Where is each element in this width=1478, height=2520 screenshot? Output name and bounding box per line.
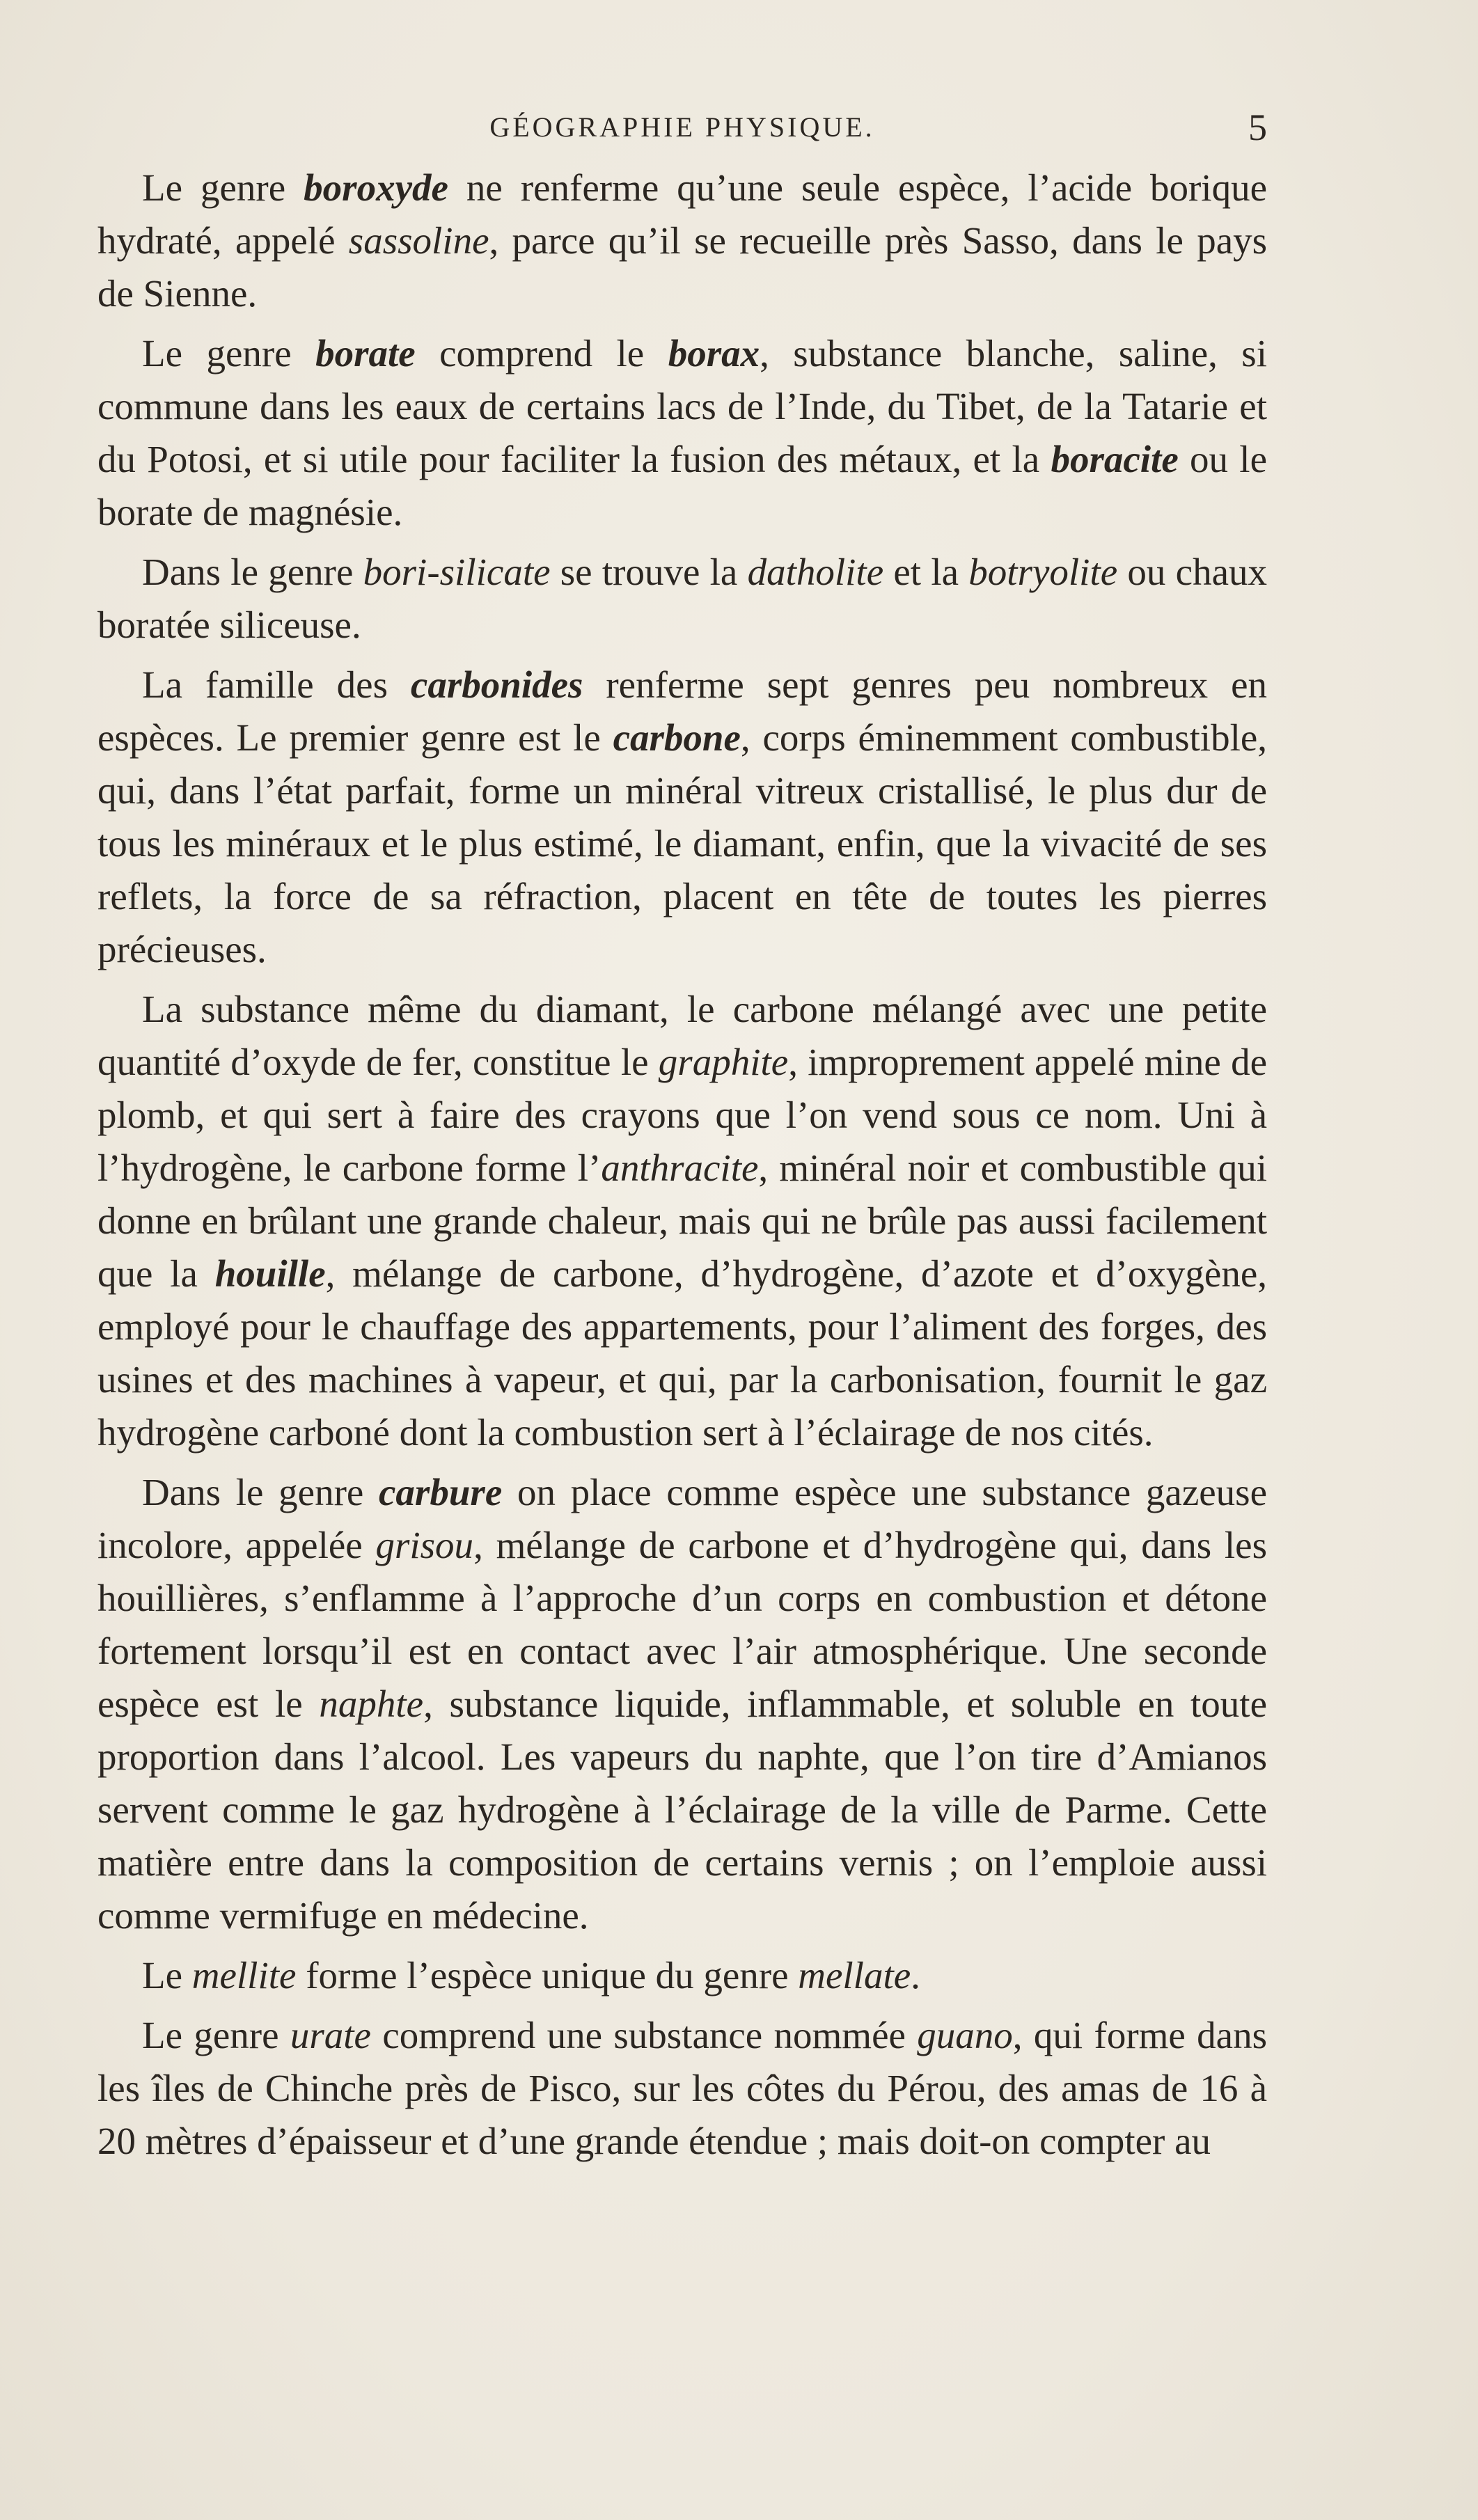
- body-text: [97, 162, 1267, 2175]
- term-emphasis: carbure: [379, 1471, 503, 1513]
- paragraph: [97, 659, 1267, 976]
- text-run: Le: [142, 1954, 192, 1997]
- term-emphasis: datholite: [747, 551, 884, 593]
- text-run: on place comme espèce une substance gazeuse incolore, appelée: [97, 1471, 1267, 1566]
- term-emphasis: naphte: [319, 1683, 424, 1725]
- term-emphasis: carbone: [613, 716, 741, 759]
- text-run: Le genre: [142, 166, 304, 209]
- term-emphasis: carbonides: [410, 663, 583, 706]
- text-run: , mélange de carbone et d’hydrogène qui, dans les houillières, s’enflamme à l’approche d’un corps en combustion et détone fortement lorsqu’il est en contact avec l’air atmosphérique. Une seconde espèce est le: [97, 1524, 1267, 1725]
- term-emphasis: boracite: [1051, 438, 1179, 480]
- paragraph: [97, 2009, 1267, 2168]
- text-run: ou le borate de magnésie.: [97, 438, 1267, 533]
- term-emphasis: graphite: [658, 1041, 789, 1083]
- term-emphasis: anthracite: [601, 1147, 759, 1189]
- text-run: , mélange de carbone, d’hydrogène, d’azote et d’oxygène, employé pour le chauffage des appartements, pour l’aliment des forges, des usines et des machines à vapeur, et qui, par la carbonisation, fournit le gaz hydrogène carboné dont la combustion sert à l’éclairage de nos cités.: [97, 1252, 1268, 1454]
- text-run: comprend une substance nommée: [370, 2014, 918, 2056]
- text-run: , qui forme dans les îles de Chinche près de Pisco, sur les côtes du Pérou, des amas de 16 à 20 mètres d’épaisseur et d’une grande étendue ; mais doit-on compter au: [97, 2014, 1267, 2162]
- term-emphasis: bori-silicate: [363, 551, 551, 593]
- text-run: , substance liquide, inflammable, et soluble en toute proportion dans l’alcool. Les vapeurs du naphte, que l’on tire d’Amianos servent comme le gaz hydrogène à l’éclairage de la ville de Parme. Cette matière entre dans la composition de certains vernis ; on l’emploie aussi comme vermifuge en médecine.: [97, 1683, 1267, 1937]
- text-run: , substance blanche, saline, si commune dans les eaux de certains lacs de l’Inde, du Tibet, de la Tatarie et du Potosi, et si utile pour faciliter la fusion des métaux, et la: [97, 332, 1267, 480]
- text-run: , corps éminemment combustible, qui, dans l’état parfait, forme un minéral vitreux cristallisé, le plus dur de tous les minéraux et le plus estimé, le diamant, enfin, que la vivacité de ses reflets, la force de sa réfraction, placent en tête de toutes les pierres précieuses.: [97, 716, 1268, 970]
- running-header: [97, 103, 1267, 152]
- text-run: La famille des: [142, 663, 411, 706]
- text-run: Dans le genre: [142, 551, 363, 593]
- text-run: comprend le: [415, 332, 668, 375]
- term-emphasis: borax: [668, 332, 760, 375]
- term-emphasis: mellate: [798, 1954, 911, 1997]
- paragraph: [97, 983, 1267, 1459]
- text-run: , minéral noir et combustible qui donne en brûlant une grande chaleur, mais qui ne brûle pas aussi facilement que la: [97, 1147, 1267, 1295]
- term-emphasis: mellite: [191, 1954, 297, 1997]
- text-run: ou chaux boratée siliceuse.: [97, 551, 1268, 646]
- text-run: Le genre: [142, 332, 316, 375]
- paragraph: [97, 1949, 1267, 2002]
- text-run: renferme sept genres peu nombreux en espèces. Le premier genre est le: [97, 663, 1267, 759]
- text-run: La substance même du diamant, le carbone mélangé avec une petite quantité d’oxyde de fer, constitue le: [97, 988, 1267, 1083]
- term-emphasis: sassoline: [348, 219, 489, 262]
- text-run: Dans le genre: [142, 1471, 379, 1513]
- term-emphasis: borate: [315, 332, 416, 375]
- text-run: ne renferme qu’une seule espèce, l’acide borique hydraté, appelé: [97, 166, 1267, 262]
- text-run: , parce qu’il se recueille près Sasso, dans le pays de Sienne.: [97, 219, 1268, 315]
- text-run: Le genre: [142, 2014, 290, 2056]
- paragraph: [97, 327, 1267, 539]
- text-run: et la: [883, 551, 969, 593]
- term-emphasis: urate: [290, 2014, 371, 2056]
- term-emphasis: houille: [214, 1252, 326, 1295]
- term-emphasis: boroxyde: [304, 166, 448, 209]
- text-run: forme l’espèce unique du genre: [296, 1954, 799, 1997]
- text-run: , improprement appelé mine de plomb, et qui sert à faire des crayons que l’on vend sous ce nom. Uni à l’hydrogène, le carbone forme l’: [97, 1041, 1268, 1189]
- paragraph: [97, 546, 1267, 652]
- page-number: 5: [1248, 107, 1267, 148]
- running-title: GÉOGRAPHIE PHYSIQUE.: [489, 111, 875, 143]
- term-emphasis: grisou: [375, 1524, 474, 1566]
- paragraph: [97, 162, 1267, 320]
- term-emphasis: guano: [917, 2014, 1013, 2056]
- paragraph: [97, 1466, 1267, 1942]
- term-emphasis: botryolite: [968, 551, 1118, 593]
- text-run: se trouve la: [550, 551, 748, 593]
- text-run: .: [911, 1954, 920, 1997]
